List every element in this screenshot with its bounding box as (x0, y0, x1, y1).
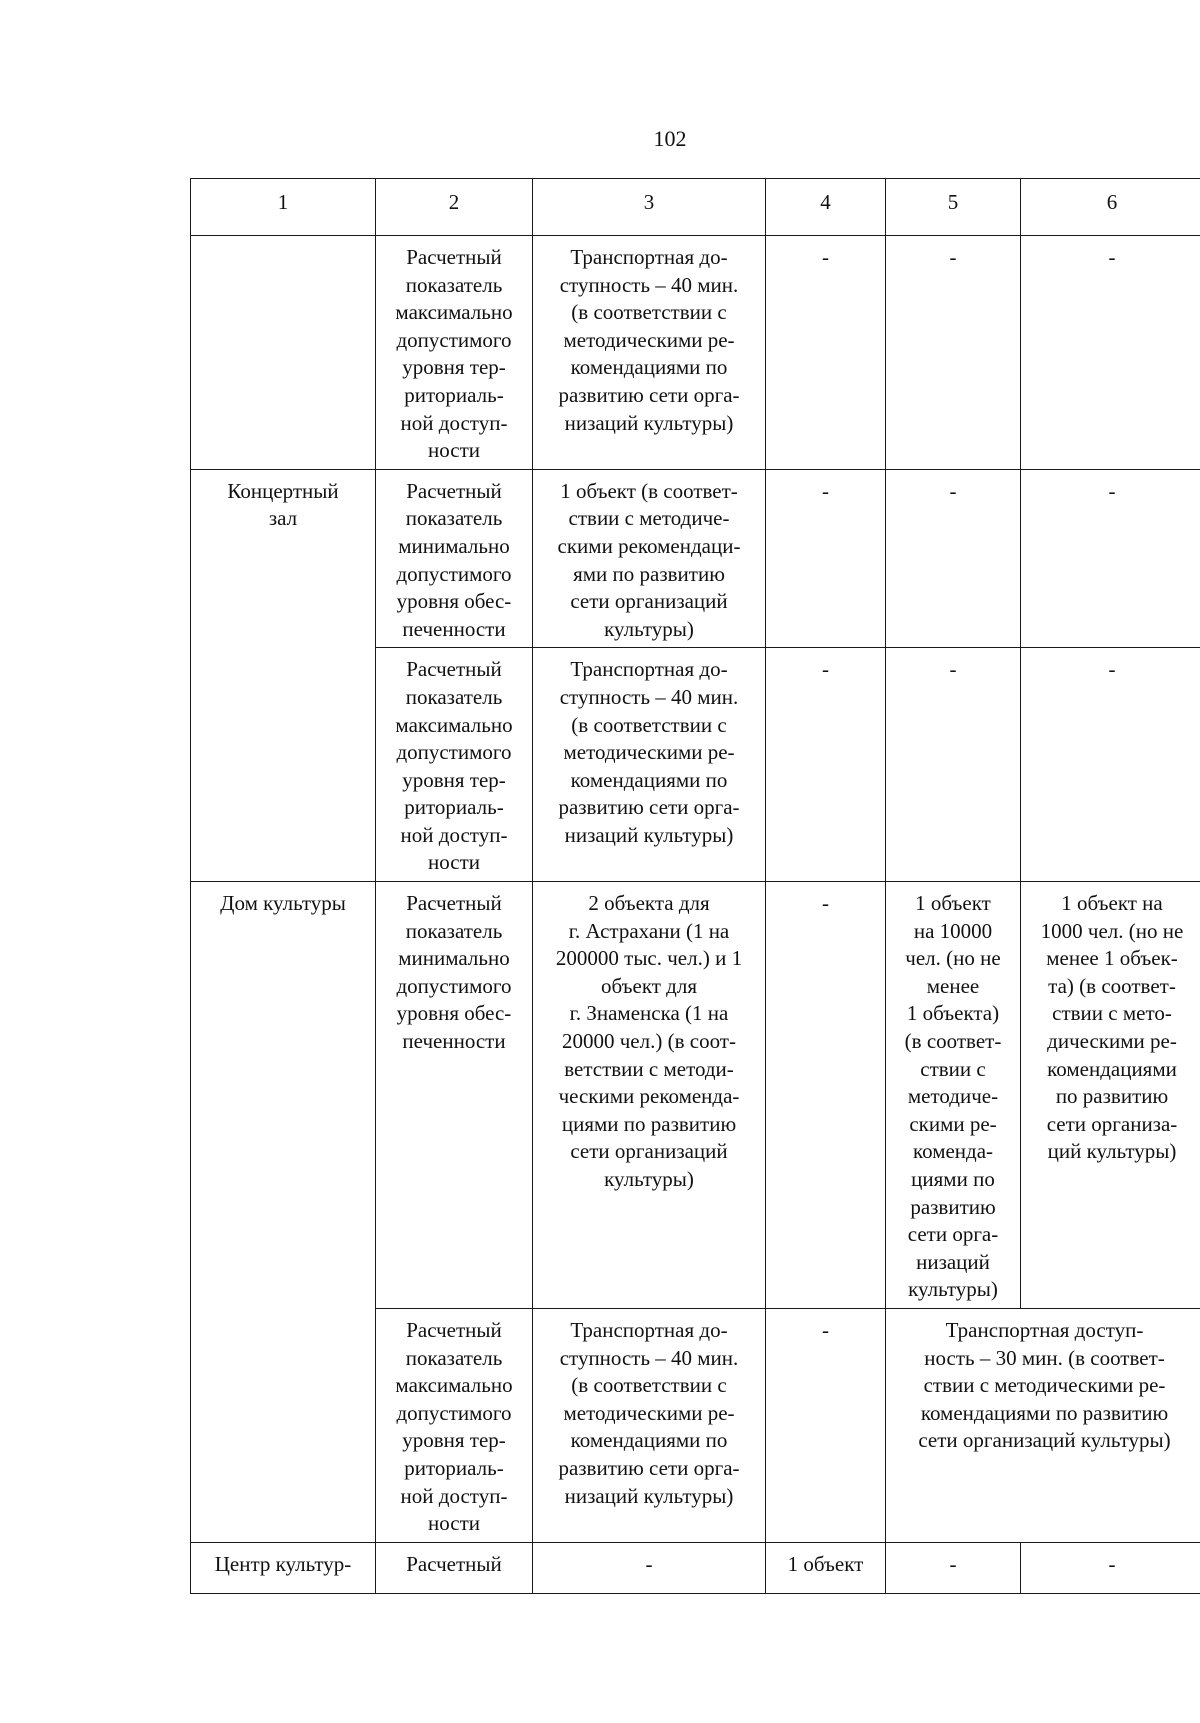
indicator-cell (376, 236, 533, 470)
table-row (191, 469, 1200, 648)
facility-name: Концертный зал (227, 478, 339, 531)
value-text: Транспортная до- ступность – 40 мин. (в соответствии с методическими ре- комендациями по развитию сети орга- низаций культуры) (558, 657, 740, 847)
indicator-text: Расчетный показатель максимально допустимого уровня тер- риториаль- ной доступ- ности (395, 1317, 513, 1536)
indicator-text: Расчетный показатель минимально допустимого уровня обес- печенности (396, 478, 512, 641)
indicator-text: Расчетный показатель минимально допустимого уровня обес- печенности (396, 891, 512, 1054)
value-text: Транспортная до- ступность – 40 мин. (в соответствии с методическими ре- комендациями по развитию сети орга- низаций культуры) (558, 1317, 740, 1508)
indicator-text: Расчетный показатель максимально допустимого уровня тер- риториаль- ной доступ- ности (395, 245, 513, 463)
indicator-cell (376, 1308, 533, 1542)
cell-col6: - (1021, 469, 1200, 648)
cell-col5: - (886, 648, 1021, 882)
facility-cell (191, 882, 376, 1543)
header-cell: 5 (886, 179, 1021, 236)
page-number: 102 (653, 126, 687, 151)
header-cell: 6 (1021, 179, 1200, 236)
table-row (191, 882, 1200, 1309)
cell-col4: - (766, 882, 886, 1309)
table-row (191, 1542, 1200, 1593)
table-row (191, 236, 1200, 470)
cell-col5: - (886, 236, 1021, 470)
indicator-cell (376, 1542, 533, 1593)
cell-col4: - (766, 236, 886, 470)
value-text: 1 объект на 1000 чел. (но не менее 1 объек- та) (в соответ- ствии с мето- дическими ре- комендациями по развитию сети организа- ций культуры) (1040, 891, 1184, 1164)
header-cell: 3 (533, 179, 766, 236)
cell-col5: - (886, 1542, 1021, 1593)
cell-col5 (886, 882, 1021, 1309)
value-text: Транспортная до- ступность – 40 мин. (в соответствии с методическими ре- комендациями по развитию сети орга- низаций культуры) (558, 245, 740, 435)
value-cell (533, 648, 766, 882)
value-text: Транспортная доступ- ность – 30 мин. (в соответ- ствии с методическими ре- комендациями по развитию сети организаций культуры) (918, 1317, 1171, 1453)
facility-name: Центр культур- (214, 1551, 352, 1576)
cell-col6: - (1021, 236, 1200, 470)
header-cell: 4 (766, 179, 886, 236)
value-cell (533, 1308, 766, 1542)
value-text: 1 объект на 10000 чел. (но не менее 1 объекта) (в соответ- ствии с методиче- скими ре- коменда- циями по развитию сети орга- низаций культуры) (904, 891, 1002, 1302)
indicator-cell (376, 469, 533, 648)
cell-col4: - (766, 469, 886, 648)
cell-col4: 1 объект (766, 1542, 886, 1593)
indicator-text: Расчетный показатель максимально допустимого уровня тер- риториаль- ной доступ- ности (395, 657, 513, 875)
cell-col6: - (1021, 1542, 1200, 1593)
header-cell: 2 (376, 179, 533, 236)
cell-col6: - (1021, 648, 1200, 882)
table-header-row (191, 179, 1200, 236)
merged-cell-col5-6 (886, 1308, 1200, 1542)
indicator-text: Расчетный (406, 1551, 502, 1576)
facility-name: Дом культуры (220, 891, 346, 916)
facility-cell (191, 236, 376, 470)
value-cell (533, 236, 766, 470)
standards-table (190, 178, 1200, 1594)
indicator-cell (376, 882, 533, 1309)
indicator-cell (376, 648, 533, 882)
cell-col6 (1021, 882, 1200, 1309)
value-text: 2 объекта для г. Астрахани (1 на 200000 тыс. чел.) и 1 объект для г. Знаменска (1 на 20000 чел.) (в соот- ветствии с методи- ческими рекоменда- циями по развитию сети организаций культуры) (555, 891, 743, 1191)
cell-col4: - (766, 648, 886, 882)
cell-col4: - (766, 1308, 886, 1542)
header-cell: 1 (191, 179, 376, 236)
cell-col5: - (886, 469, 1021, 648)
value-text: 1 объект (в соответ- ствии с методиче- скими рекомендаци- ями по развитию сети организаций культуры) (557, 478, 741, 641)
facility-cell (191, 1542, 376, 1593)
value-cell (533, 469, 766, 648)
value-cell: - (533, 1542, 766, 1593)
facility-cell (191, 469, 376, 881)
value-cell (533, 882, 766, 1309)
